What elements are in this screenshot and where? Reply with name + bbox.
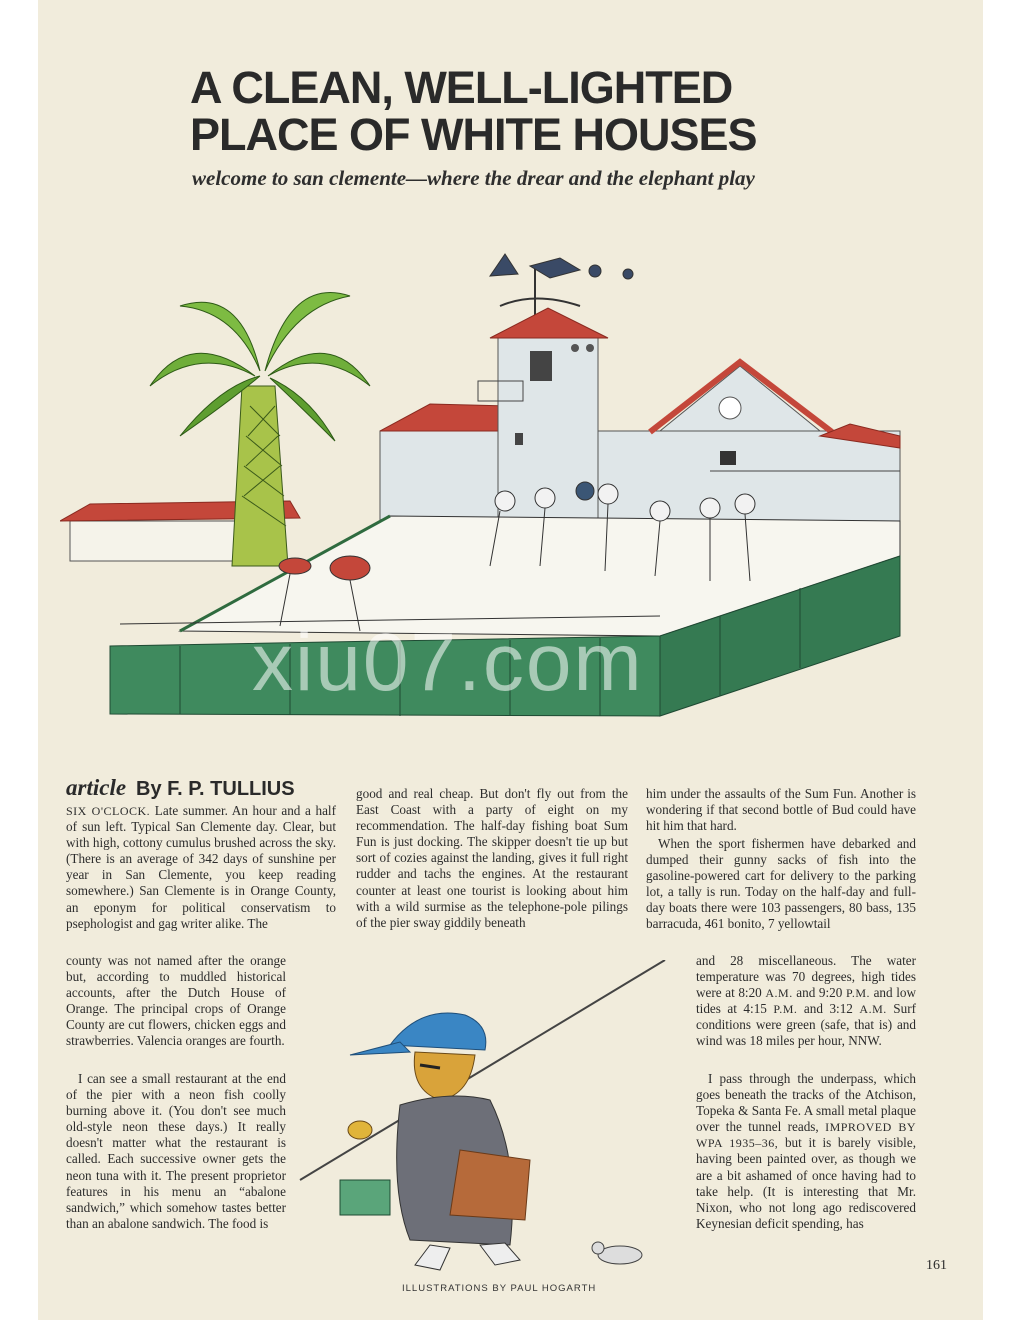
col1-paragraph-2: county was not named after the orange but, according to muddled historical accounts, after the Dutch House of Orange. The principal crops of Orange County are cut flowers, chicken eggs and strawberries. Valencia oranges are fourth.	[66, 953, 286, 1049]
article-kind-label: article	[66, 775, 127, 800]
title-line-2: PLACE OF WHITE HOUSES	[190, 109, 757, 160]
time-pm-1: P.M.	[845, 986, 870, 1001]
watermark-text: xiu07.com	[252, 617, 644, 708]
col2-paragraph-1: good and real cheap. But don't fly out from the East Coast with a party of eight on my recommendation. The half-day fishing boat Sum Fun is just docking. The skipper doesn't tie up but sort of cozies against the landing, gives it full right rudder and tachs the engines. At the restaurant counter at least one tourist is looking about him with a wild surmise as the telephone-pole pilings of the pier sway giddily beneath	[356, 786, 628, 930]
illustration-credit: ILLUSTRATIONS BY PAUL HOGARTH	[402, 1283, 597, 1294]
col3-text-d1: I pass through the underpass, which goes beneath the tracks of the Atchison, Topeka & Santa Fe. A small metal plaque over the tunnel reads,	[696, 1071, 916, 1135]
time-am-1: A.M.	[765, 986, 793, 1001]
col3-text-d2: but it is barely visible, having been painted over, as though we are a bit ashamed of once having had to take help. (It is interesting that Mr. Nixon, who not long ago rediscovered Keynesian deficit spending, has	[696, 1135, 917, 1231]
page-number: 161	[926, 1258, 947, 1273]
tackle-box	[340, 1180, 390, 1215]
main-building	[380, 362, 900, 541]
col3-text-c4: and 3:12	[797, 1001, 860, 1017]
col3-text-c1: and 28 miscellaneous. The water temperature was 70 degrees, high tides were at 8:20	[696, 953, 916, 1001]
fisherman-illustration	[290, 960, 670, 1280]
seagull	[598, 1246, 642, 1264]
byline	[66, 775, 295, 801]
author-name: By F. P. TULLIUS	[136, 778, 295, 800]
col3-paragraph-2: When the sport fishermen have debarked and dumped their gunny sacks of fish into the gasoline-powered cart for delivery to the parking lot, a tally is run. Today on the half-day and full-day boats there were 103 passengers, 80 bass, 135 barracuda, 461 bonito, 7 yellowtail	[646, 836, 916, 932]
col3-paragraph-3	[696, 953, 916, 1050]
title-line-1: A CLEAN, WELL-LIGHTED	[190, 62, 733, 113]
col3-paragraph-4	[696, 1071, 916, 1232]
blue-cap	[390, 1013, 486, 1050]
plaque-text: IMPROVED BY WPA 1935–36,	[696, 1120, 916, 1151]
time-am-2: A.M.	[859, 1002, 887, 1017]
weathervane	[490, 254, 633, 318]
col3-text-c2: and 9:20	[792, 985, 846, 1001]
col1-paragraph-1	[66, 803, 336, 932]
col3-text-c3: and low tides at 4:15	[696, 985, 916, 1017]
article-subtitle: welcome to san clemente—where the drear and the elephant play	[192, 166, 755, 190]
time-pm-2: P.M.	[773, 1002, 798, 1017]
article-title	[190, 64, 800, 158]
satchel	[450, 1150, 530, 1220]
dateline: SIX O'CLOCK.	[66, 804, 151, 818]
col1-paragraph-3: I can see a small restaurant at the end of the pier with a neon fish coolly burning above it. (You don't see much old-style neon these days.) It really doesn't matter what the restaurant is called. Each successive owner gets the neon tuna with it. The present proprietor features in his menu an “abalone sandwich,” which somehow tastes better than an abalone sandwich. The food is	[66, 1071, 286, 1231]
col1-text-a: Late summer. An hour and a half of sun left. Typical San Clemente day. Clear, but with high, cottony cumulus brushed across the sky. (There is an average of 342 days of sunshine per year in San Clemente, you keep reading somewhere.) San Clemente is in Orange County, an eponym for political conservatism to psephologist and gag writer alike. The	[66, 803, 336, 931]
col3-paragraph-1: him under the assaults of the Sum Fun. Another is wondering if that second bottle of Bud could have hit him that hard.	[646, 786, 916, 834]
col3-text-c5: Surf conditions were green (safe, that is) and wind was 18 miles per hour, NNW.	[696, 1001, 916, 1049]
glove	[348, 1121, 372, 1139]
face	[414, 1052, 475, 1100]
